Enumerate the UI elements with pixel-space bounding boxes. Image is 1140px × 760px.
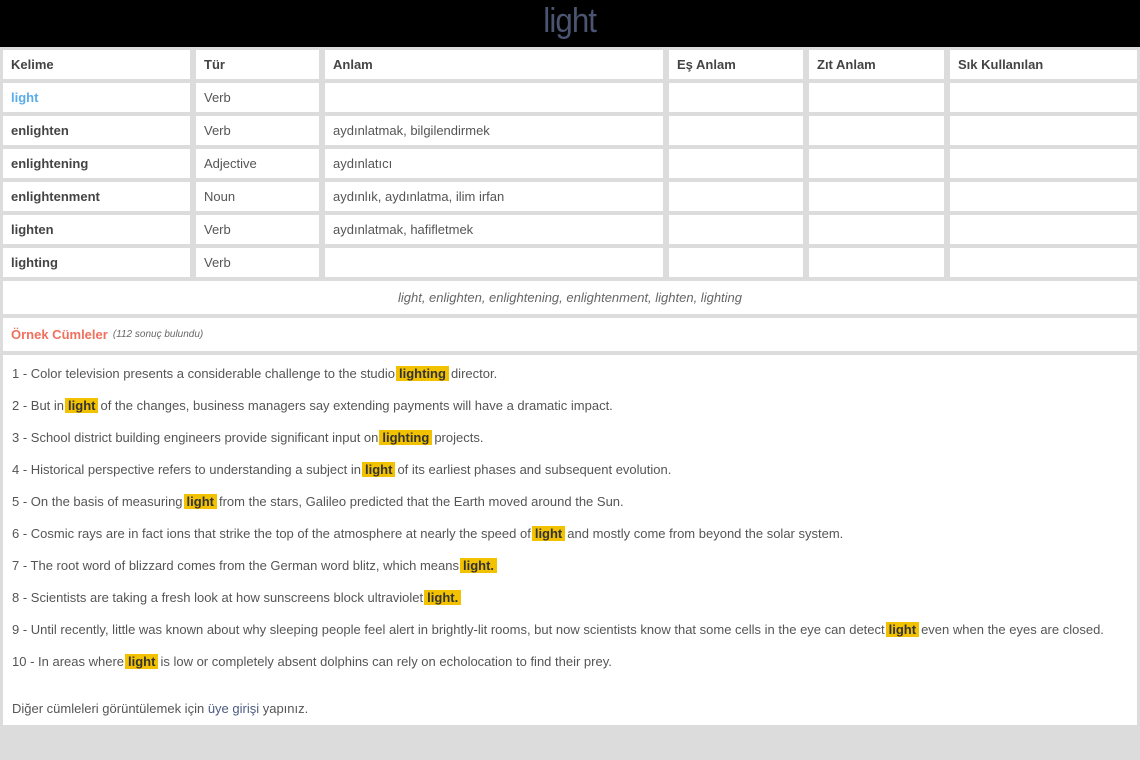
highlighted-word: light. <box>424 590 461 605</box>
word-common <box>950 83 1137 116</box>
word-type: Verb <box>196 116 325 149</box>
table-row <box>3 215 1137 248</box>
example-sentence <box>12 589 1129 621</box>
word-common <box>950 248 1137 281</box>
highlighted-word: lighting <box>379 430 432 445</box>
example-sentence <box>12 493 1129 525</box>
word-type: Verb <box>196 215 325 248</box>
word-meaning: aydınlatmak, bilgilendirmek <box>325 116 669 149</box>
sentence-text: 4 - Historical perspective refers to understanding a subject in <box>12 462 362 477</box>
word-link[interactable]: enlightenment <box>3 182 196 215</box>
word-antonym <box>809 182 950 215</box>
login-prompt-text: yapınız. <box>259 701 309 716</box>
word-antonym <box>809 83 950 116</box>
word-link[interactable]: light <box>3 83 196 116</box>
sentence-text: 10 - In areas where <box>12 654 125 669</box>
word-type: Adjective <box>196 149 325 182</box>
highlighted-word: light <box>184 494 217 509</box>
word-antonym <box>809 215 950 248</box>
sentence-text: of its earliest phases and subsequent evolution. <box>397 462 672 477</box>
table-row <box>3 248 1137 281</box>
example-sentence <box>12 525 1129 557</box>
sentence-text: 5 - On the basis of measuring <box>12 494 183 509</box>
examples-count: (112 sonuç bulundu) <box>112 329 204 340</box>
column-header-meaning: Anlam <box>325 50 669 83</box>
table-row <box>3 83 1137 116</box>
table-header-row <box>3 50 1137 83</box>
login-link[interactable]: üye girişi <box>207 701 260 716</box>
table-row <box>3 182 1137 215</box>
word-common <box>950 116 1137 149</box>
word-antonym <box>809 248 950 281</box>
word-type: Verb <box>196 83 325 116</box>
word-type: Verb <box>196 248 325 281</box>
table-row <box>3 116 1137 149</box>
word-synonym <box>669 182 809 215</box>
highlighted-word: light <box>532 526 565 541</box>
login-prompt <box>12 701 1129 716</box>
example-sentence <box>12 461 1129 493</box>
page-header <box>0 0 1140 47</box>
examples-title: Örnek Cümleler <box>11 327 108 342</box>
word-meaning <box>325 248 669 281</box>
word-common <box>950 182 1137 215</box>
sentence-text: 2 - But in <box>12 398 65 413</box>
sentence-text: from the stars, Galileo predicted that the Earth moved around the Sun. <box>218 494 624 509</box>
word-family <box>3 281 1137 314</box>
word-antonym <box>809 149 950 182</box>
highlighted-word: light <box>362 462 395 477</box>
word-table <box>3 50 1137 281</box>
highlighted-word: light <box>886 622 919 637</box>
sentence-text: of the changes, business managers say extending payments will have a dramatic impact. <box>100 398 613 413</box>
word-meaning: aydınlatıcı <box>325 149 669 182</box>
column-header-synonym: Eş Anlam <box>669 50 809 83</box>
word-synonym <box>669 215 809 248</box>
word-synonym <box>669 83 809 116</box>
sentence-text: 8 - Scientists are taking a fresh look at how sunscreens block ultraviolet <box>12 590 424 605</box>
column-header-type: Tür <box>196 50 325 83</box>
content <box>0 47 1140 725</box>
word-antonym <box>809 116 950 149</box>
example-sentence <box>12 429 1129 461</box>
word-link[interactable]: enlighten <box>3 116 196 149</box>
example-sentence <box>12 397 1129 429</box>
example-sentence <box>12 653 1129 685</box>
sentence-text: director. <box>450 366 498 381</box>
sentence-text: 3 - School district building engineers provide significant input on <box>12 430 379 445</box>
word-link[interactable]: lighting <box>3 248 196 281</box>
word-meaning <box>325 83 669 116</box>
example-sentence <box>12 621 1129 653</box>
sentence-text: 9 - Until recently, little was known about why sleeping people feel alert in brightly-lit rooms, but now scientists know that some cells in the eye can detect <box>12 622 885 637</box>
sentence-text: 6 - Cosmic rays are in fact ions that strike the top of the atmosphere at nearly the speed of <box>12 526 531 541</box>
sentence-text: 7 - The root word of blizzard comes from the German word blitz, which means <box>12 558 459 573</box>
highlighted-word: light. <box>460 558 497 573</box>
word-meaning: aydınlatmak, hafifletmek <box>325 215 669 248</box>
column-header-antonym: Zıt Anlam <box>809 50 950 83</box>
sentence-text: is low or completely absent dolphins can rely on echolocation to find their prey. <box>160 654 612 669</box>
word-meaning: aydınlık, aydınlatma, ilim irfan <box>325 182 669 215</box>
word-link[interactable]: enlightening <box>3 149 196 182</box>
word-synonym <box>669 116 809 149</box>
examples-header <box>3 318 1137 351</box>
word-common <box>950 149 1137 182</box>
word-family-text: light, enlighten, enlightening, enlightenment, lighten, lighting <box>397 290 743 305</box>
word-common <box>950 215 1137 248</box>
sentence-text: and mostly come from beyond the solar system. <box>567 526 844 541</box>
table-row <box>3 149 1137 182</box>
column-header-word: Kelime <box>3 50 196 83</box>
example-sentence <box>12 557 1129 589</box>
example-sentence <box>12 365 1129 397</box>
sentence-text: even when the eyes are closed. <box>921 622 1104 637</box>
highlighted-word: light <box>65 398 98 413</box>
highlighted-word: light <box>125 654 158 669</box>
word-synonym <box>669 248 809 281</box>
example-sentences <box>3 355 1137 725</box>
login-prompt-text: Diğer cümleleri görüntülemek için <box>12 701 208 716</box>
sentence-text: projects. <box>434 430 484 445</box>
word-type: Noun <box>196 182 325 215</box>
word-link[interactable]: lighten <box>3 215 196 248</box>
sentence-text: 1 - Color television presents a considerable challenge to the studio <box>12 366 396 381</box>
column-header-common: Sık Kullanılan <box>950 50 1137 83</box>
page-title: light <box>543 1 597 40</box>
word-synonym <box>669 149 809 182</box>
highlighted-word: lighting <box>396 366 449 381</box>
